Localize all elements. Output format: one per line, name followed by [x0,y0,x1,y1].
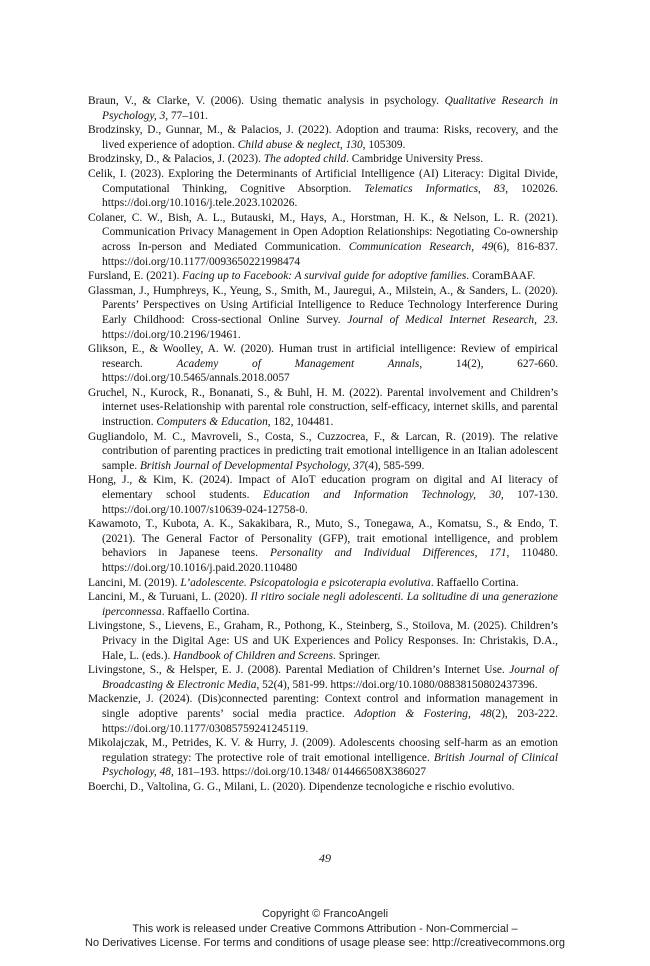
reference-italic-text: Handbook of Children and Screens [173,649,334,662]
reference-italic-text: Academy of Management Annals [176,357,420,370]
reference-italic-text: Facing up to Facebook: A survival guide for adoptive families [182,270,467,283]
reference-text: Lancini, M., & Turuani, L. (2020). [88,591,251,604]
reference-italic-text: British Journal of Developmental Psychology, 37 [139,459,365,472]
reference-entry [88,152,558,167]
reference-italic-text: Journal of Broadcasting & Electronic Media [102,664,558,691]
reference-italic-text: L’adolescente. Psicopatologia e psicoterapia evolutiva [180,576,431,589]
reference-entry [88,473,558,517]
reference-entry [88,430,558,474]
reference-text: Livingstone, S., Lievens, E., Graham, R., Pothong, K., Steinberg, S., Stoilova, M. (2025). Children’s Privacy in the Digital Age: US and UK Experiences and Policy Responses. In: Christakis, D.A., Hale, L. (eds.). [88,620,558,662]
reference-text: (4), 585-599. [364,459,425,472]
reference-text: Brodzinsky, D., & Palacios, J. (2023). [88,153,264,166]
reference-text: Brodzinsky, D., Gunnar, M., & Palacios, J. (2022). Adoption and trauma: Risks, recovery, and the lived experience of adoption. [88,124,558,151]
reference-italic-text: Il ritiro sociale negli adolescenti. La solitudine di una generazione iperconnessa [102,591,558,618]
reference-text: Gugliandolo, M. C., Mavroveli, S., Costa, S., Cuzzocrea, F., & Larcan, R. (2019). The relative contribution of parenting practices in predicting trait emotional intelligence in an Italian adolescent sample. [88,430,558,472]
reference-italic-text: Education and Information Technology, 30 [262,489,501,502]
reference-text: , 181–193. https://doi.org/10.1348/ 014466508X386027 [170,766,427,779]
reference-text: Mikolajczak, M., Petrides, K. V. & Hurry, J. (2009). Adolescents choosing self-harm as an emotion regulation strategy: The protective role of trait emotional intelligence. [88,737,558,764]
reference-entry [88,342,558,386]
reference-entry [88,576,558,591]
reference-entry [88,663,558,692]
reference-entry [88,692,558,736]
reference-italic-text: Computers & Education [156,416,268,429]
reference-entry [88,590,558,619]
reference-text: Glikson, E., & Woolley, A. W. (2020). Human trust in artificial intelligence: Review of empirical research. [88,343,558,370]
reference-text: . Raffaello Cortina. [161,605,250,618]
reference-entry [88,517,558,575]
reference-text: . https://doi.org/10.2196/19461. [102,313,558,341]
reference-text: , 102026. https://doi.org/10.1016/j.tele.2023.102026. [102,182,559,210]
reference-text: . Cambridge University Press. [346,153,484,166]
reference-text: , 110480. https://doi.org/10.1016/j.paid.2020.110480 [102,547,559,574]
reference-text: Celik, I. (2023). Exploring the Determinants of Artificial Intelligence (AI) Literacy: Digital Divide, Computational Thinking, Cognitive Absorption. [88,167,558,195]
reference-entry [88,211,558,269]
reference-entry [88,284,558,342]
reference-italic-text: Communication Research, 49 [348,240,494,253]
reference-italic-text: Journal of Medical Internet Research, 23 [347,313,556,326]
copyright-line: Copyright © FrancoAngeli [261,908,389,920]
reference-italic-text: Personality and Individual Differences, 171 [269,547,507,560]
reference-entry [88,123,558,152]
reference-text: . Springer. [333,649,381,662]
reference-entry [88,619,558,663]
reference-entry [88,780,558,795]
reference-entry [88,386,558,430]
reference-text: (2), 203-222. https://doi.org/10.1177/03085759241245119. [102,707,558,735]
reference-italic-text: Child abuse & neglect, 130 [237,138,363,151]
reference-text: . CoramBAAF. [466,270,536,283]
reference-entry [88,269,558,284]
reference-text: , 182, 104481. [267,416,334,429]
license-line-1: This work is released under Creative Commons Attribution - Non-Commercial – [132,922,518,935]
reference-italic-text: The adopted child [263,153,347,166]
reference-text: Braun, V., & Clarke, V. (2006). Using thematic analysis in psychology. [88,95,445,107]
license-line-2: No Derivatives License. For terms and conditions of usage please see: http://creativecommons.org [85,937,565,949]
reference-text: , 107-130. https://doi.org/10.1007/s10639-024-12758-0. [102,489,558,516]
reference-text: Lancini, M. (2019). [88,576,181,589]
reference-text: . Raffaello Cortina. [430,576,519,589]
reference-list [88,94,558,795]
license-footer [0,907,650,951]
reference-text: Fursland, E. (2021). [88,270,183,283]
reference-text: Kawamoto, T., Kubota, A. K., Sakakibara, R., Muto, S., Tonegawa, A., Komatsu, S., & Endo, T. (2021). The General Factor of Personality (GFP), trait emotional intelligence, and problem behaviors in Japanese teens. [88,518,558,560]
reference-text: , 14(2), 627-660. https://doi.org/10.5465/annals.2018.0057 [102,357,558,385]
reference-text: Mackenzie, J. (2024). (Dis)connected parenting: Context control and information management in single adoptive parents’ social media practice. [88,693,558,720]
reference-text: Hong, J., & Kim, K. (2024). Impact of AIoT education program on digital and AI literacy of elementary school students. [88,474,558,502]
reference-text: Gruchel, N., Kurock, R., Bonanati, S., & Buhl, H. M. (2022). Parental involvement and Children’s internet uses-Relationship with parental role construction, self-efficacy, internet skills, and parental instruction. [88,386,558,429]
reference-entry [88,736,558,780]
reference-italic-text: Adoption & Fostering, 48 [354,707,492,720]
reference-text: Livingstone, S., & Helsper, E. J. (2008). Parental Mediation of Children’s Internet Use. [88,664,510,677]
reference-italic-text: British Journal of Clinical Psychology, 48 [102,751,558,779]
reference-text: (6), 816-837. https://doi.org/10.1177/0093650221998474 [102,240,558,268]
reference-italic-text: Qualitative Research in Psychology, 3 [102,95,558,122]
reference-italic-text: Telematics Informatics, 83 [364,182,506,195]
reference-text: Colaner, C. W., Bish, A. L., Butauski, M., Hays, A., Horstman, H. K., & Nelson, L. R. (2021). Communication Privacy Management in Open Adoption Relationships: Negotiating Co-ownership across In-person and Mediated Communication. [88,211,558,253]
reference-text: , 52(4), 581-99. https://doi.org/10.1080/08838150802437396. [256,678,538,691]
reference-text: Glassman, J., Humphreys, K., Yeung, S., Smith, M., Jauregui, A., Milstein, A., & Sanders, L. (2020). Parents’ Perspectives on Using Artificial Intelligence to Reduce Technology Interference During Early Childhood: Cross-sectional Online Survey. [88,284,558,326]
reference-text: Boerchi, D., Valtolina, G. G., Milani, L. (2020). Dipendenze tecnologiche e rischio evolutivo. [88,780,515,793]
reference-entry [88,167,558,211]
reference-entry [88,94,558,123]
reference-text: , 77–101. [165,109,208,122]
reference-text: , 105309. [362,138,406,151]
page-number: 49 [319,851,331,865]
